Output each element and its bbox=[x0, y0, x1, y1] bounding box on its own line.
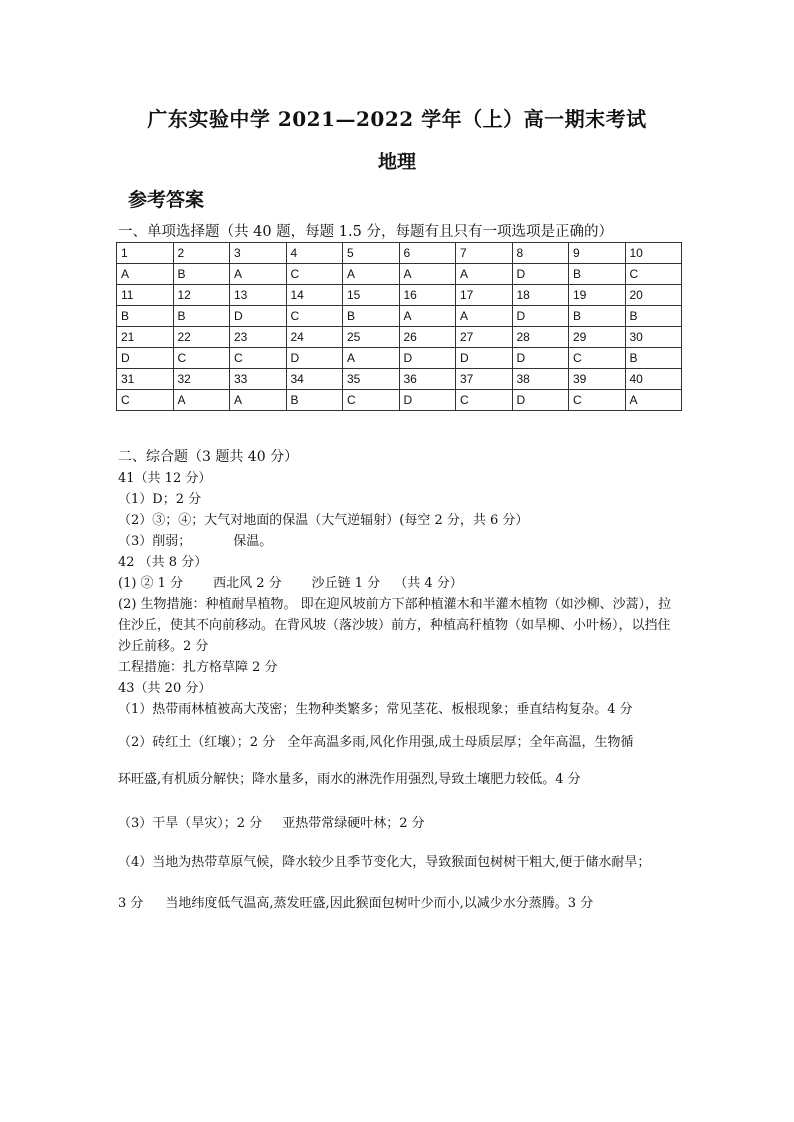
question-number-cell: 4 bbox=[286, 243, 343, 264]
answer-cell: D bbox=[512, 306, 569, 327]
question-number-row bbox=[117, 243, 682, 264]
q43-answer-2a: （2）砖红土（红壤）；2 分 bbox=[118, 735, 276, 750]
question-number-cell: 5 bbox=[343, 243, 400, 264]
question-number-cell: 30 bbox=[625, 327, 682, 348]
q43-answer-2 bbox=[118, 732, 633, 753]
answer-cell: C bbox=[456, 390, 513, 411]
answer-cell: B bbox=[286, 390, 343, 411]
answer-cell: C bbox=[117, 390, 174, 411]
answer-cell: C bbox=[230, 348, 287, 369]
answer-cell: B bbox=[173, 264, 230, 285]
question-number-cell: 21 bbox=[117, 327, 174, 348]
question-number-cell: 36 bbox=[399, 369, 456, 390]
answer-cell: A bbox=[625, 390, 682, 411]
question-number-cell: 20 bbox=[625, 285, 682, 306]
question-number-cell: 32 bbox=[173, 369, 230, 390]
question-number-row bbox=[117, 327, 682, 348]
question-number-row bbox=[117, 285, 682, 306]
question-number-cell: 16 bbox=[399, 285, 456, 306]
question-number-cell: 24 bbox=[286, 327, 343, 348]
question-number-cell: 25 bbox=[343, 327, 400, 348]
question-number-cell: 22 bbox=[173, 327, 230, 348]
question-number-cell: 31 bbox=[117, 369, 174, 390]
question-number-cell: 23 bbox=[230, 327, 287, 348]
answer-cell: D bbox=[286, 348, 343, 369]
q43-answer-4: （4）当地为热带草原气候，降水较少且季节变化大，导致猴面包树树干粗大,便于储水耐旱； bbox=[118, 855, 651, 870]
answer-cell: B bbox=[625, 348, 682, 369]
q42-answer-1 bbox=[118, 573, 463, 594]
q42-answer-3: 工程措施：扎方格草障 2 分 bbox=[118, 660, 278, 675]
question-number-cell: 37 bbox=[456, 369, 513, 390]
answer-heading: 参考答案 bbox=[128, 189, 205, 211]
answer-row bbox=[117, 264, 682, 285]
q42-answer-1d: （共 4 分） bbox=[394, 576, 463, 591]
exam-title: 广东实验中学 2021—2022 学年（上）高一期末考试 bbox=[147, 107, 647, 131]
question-number-cell: 19 bbox=[569, 285, 626, 306]
question-number-cell: 7 bbox=[456, 243, 513, 264]
q43-answer-4-cont bbox=[118, 893, 593, 914]
answer-table bbox=[116, 242, 682, 411]
q43-answer-3b: 亚热带常绿硬叶林；2 分 bbox=[282, 816, 425, 831]
q43-answer-2b: 全年高温多雨,风化作用强,成土母质层厚；全年高温，生物循 bbox=[287, 735, 634, 750]
question-number-cell: 15 bbox=[343, 285, 400, 306]
q42-answer-1b: 西北风 2 分 bbox=[213, 576, 282, 591]
answer-cell: C bbox=[286, 306, 343, 327]
answer-cell: B bbox=[625, 306, 682, 327]
answer-cell: D bbox=[117, 348, 174, 369]
answer-cell: B bbox=[569, 306, 626, 327]
q43-answer-3 bbox=[118, 813, 425, 834]
q42-answer-1c: 沙丘链 1 分 bbox=[311, 576, 381, 591]
q41-title: 41（共 12 分） bbox=[118, 471, 212, 486]
question-number-cell: 1 bbox=[117, 243, 174, 264]
answer-row bbox=[117, 306, 682, 327]
answer-cell: B bbox=[173, 306, 230, 327]
answer-cell: D bbox=[399, 348, 456, 369]
answer-cell: B bbox=[569, 264, 626, 285]
q41-answer-1: （1）D；2 分 bbox=[118, 492, 202, 507]
answer-cell: B bbox=[117, 306, 174, 327]
q43-answer-4c: 当地纬度低气温高,蒸发旺盛,因此猴面包树叶少而小,以减少水分蒸腾。3 分 bbox=[165, 896, 594, 911]
answer-cell: D bbox=[230, 306, 287, 327]
answer-cell: A bbox=[117, 264, 174, 285]
answer-row bbox=[117, 348, 682, 369]
question-number-cell: 35 bbox=[343, 369, 400, 390]
question-number-cell: 28 bbox=[512, 327, 569, 348]
q43-answer-1: （1）热带雨林植被高大茂密；生物种类繁多；常见茎花、板根现象；垂直结构复杂。4 分 bbox=[118, 702, 633, 717]
answer-cell: A bbox=[230, 390, 287, 411]
answer-cell: A bbox=[230, 264, 287, 285]
question-number-cell: 3 bbox=[230, 243, 287, 264]
q41-answer-2: （2）③；④；大气对地面的保温（大气逆辐射）(每空 2 分，共 6 分） bbox=[118, 513, 529, 528]
question-number-cell: 29 bbox=[569, 327, 626, 348]
question-number-cell: 13 bbox=[230, 285, 287, 306]
q42-title: 42 （共 8 分） bbox=[118, 555, 208, 570]
answer-row bbox=[117, 390, 682, 411]
q41-answer-3 bbox=[118, 531, 272, 552]
q43-answer-4b: 3 分 bbox=[118, 896, 144, 911]
answer-cell: D bbox=[512, 348, 569, 369]
question-number-cell: 34 bbox=[286, 369, 343, 390]
question-number-cell: 27 bbox=[456, 327, 513, 348]
answer-cell: B bbox=[343, 306, 400, 327]
section2-heading: 二、综合题（3 题共 40 分） bbox=[118, 449, 299, 465]
question-number-cell: 14 bbox=[286, 285, 343, 306]
question-number-cell: 33 bbox=[230, 369, 287, 390]
question-number-row bbox=[117, 369, 682, 390]
answer-cell: D bbox=[399, 390, 456, 411]
answer-cell: D bbox=[512, 264, 569, 285]
q43-title: 43（共 20 分） bbox=[118, 681, 212, 696]
answer-cell: C bbox=[286, 264, 343, 285]
answer-cell: D bbox=[512, 390, 569, 411]
question-number-cell: 2 bbox=[173, 243, 230, 264]
question-number-cell: 8 bbox=[512, 243, 569, 264]
answer-cell: A bbox=[456, 264, 513, 285]
answer-cell: A bbox=[399, 264, 456, 285]
answer-cell: A bbox=[173, 390, 230, 411]
question-number-cell: 18 bbox=[512, 285, 569, 306]
answer-cell: A bbox=[343, 348, 400, 369]
question-number-cell: 26 bbox=[399, 327, 456, 348]
q43-answer-2-cont: 环旺盛,有机质分解快；降水量多，雨水的淋洗作用强烈,导致土壤肥力较低。4 分 bbox=[118, 772, 581, 787]
question-number-cell: 38 bbox=[512, 369, 569, 390]
question-number-cell: 10 bbox=[625, 243, 682, 264]
answer-cell: A bbox=[456, 306, 513, 327]
q43-answer-3a: （3）干旱（旱灾）；2 分 bbox=[118, 816, 263, 831]
answer-cell: A bbox=[343, 264, 400, 285]
answer-cell: D bbox=[456, 348, 513, 369]
question-number-cell: 9 bbox=[569, 243, 626, 264]
q42-answer-1a: (1) ② 1 分 bbox=[118, 576, 184, 591]
question-number-cell: 39 bbox=[569, 369, 626, 390]
answer-cell: C bbox=[343, 390, 400, 411]
question-number-cell: 11 bbox=[117, 285, 174, 306]
section1-heading: 一、单项选择题（共 40 题，每题 1.5 分，每题有且只有一项选项是正确的） bbox=[118, 224, 613, 240]
answer-cell: C bbox=[173, 348, 230, 369]
answer-cell: C bbox=[569, 390, 626, 411]
answer-cell: C bbox=[625, 264, 682, 285]
q42-answer-2: (2) 生物措施：种植耐旱植物。 即在迎风坡前方下部种植灌木和半灌木植物（如沙柳、沙蒿），拉住沙丘，使其不向前移动。在背风坡（落沙坡）前方，种植高秆植物（如旱柳、小叶杨），以挡住沙丘前移。2 分 bbox=[118, 597, 672, 654]
question-number-cell: 40 bbox=[625, 369, 682, 390]
answer-cell: C bbox=[569, 348, 626, 369]
question-number-cell: 12 bbox=[173, 285, 230, 306]
exam-subject: 地理 bbox=[377, 151, 416, 173]
answer-cell: A bbox=[399, 306, 456, 327]
q41-answer-3a: （3）削弱； bbox=[118, 534, 192, 549]
question-number-cell: 17 bbox=[456, 285, 513, 306]
question-number-cell: 6 bbox=[399, 243, 456, 264]
q41-answer-3b: 保温。 bbox=[233, 534, 273, 549]
